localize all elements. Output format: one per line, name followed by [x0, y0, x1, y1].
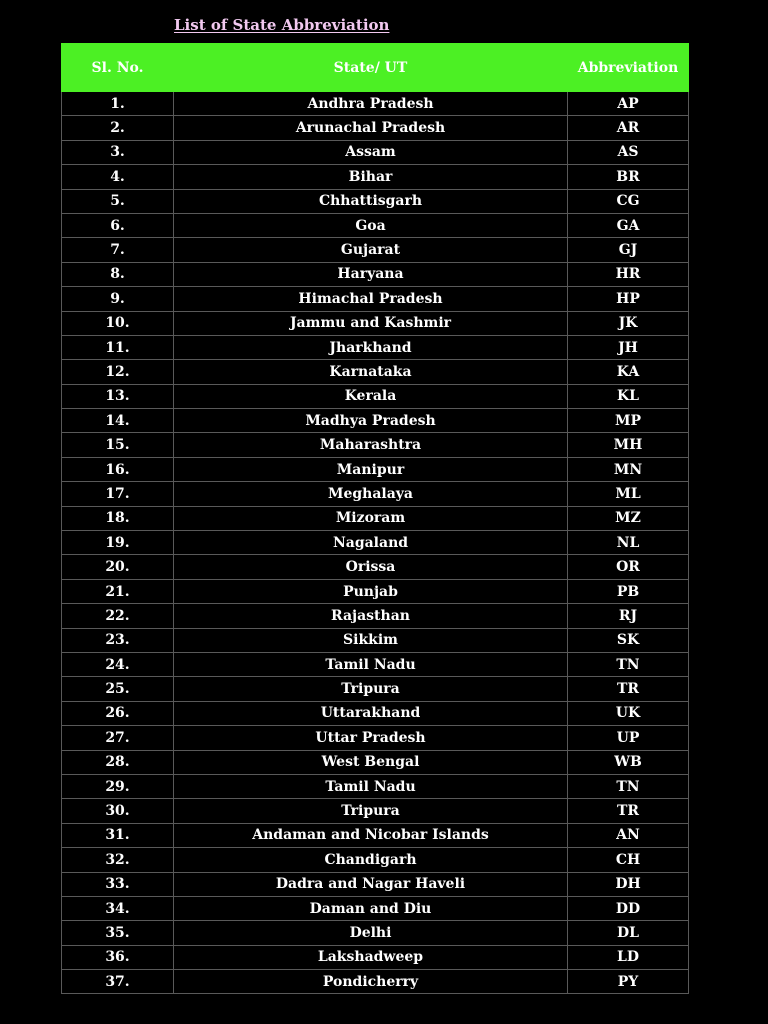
header-sl-no: Sl. No. [62, 44, 174, 92]
cell-abbreviation: OR [568, 555, 689, 579]
cell-abbreviation: UP [568, 726, 689, 750]
cell-abbreviation: MN [568, 457, 689, 481]
cell-sl-no: 35. [62, 921, 174, 945]
cell-state: Arunachal Pradesh [174, 116, 568, 140]
cell-state: Tamil Nadu [174, 652, 568, 676]
cell-state: Nagaland [174, 531, 568, 555]
table-row [62, 165, 689, 189]
table-row [62, 628, 689, 652]
cell-sl-no: 21. [62, 579, 174, 603]
table-row [62, 774, 689, 798]
cell-state: Bihar [174, 165, 568, 189]
cell-abbreviation: ML [568, 482, 689, 506]
cell-abbreviation: JK [568, 311, 689, 335]
cell-state: Rajasthan [174, 604, 568, 628]
cell-abbreviation: MZ [568, 506, 689, 530]
cell-state: Assam [174, 140, 568, 164]
cell-sl-no: 8. [62, 262, 174, 286]
table-row [62, 506, 689, 530]
cell-sl-no: 3. [62, 140, 174, 164]
cell-state: Andhra Pradesh [174, 92, 568, 116]
table-row [62, 311, 689, 335]
cell-sl-no: 9. [62, 287, 174, 311]
table-row [62, 604, 689, 628]
cell-sl-no: 11. [62, 335, 174, 359]
table-row [62, 872, 689, 896]
cell-abbreviation: PY [568, 970, 689, 994]
cell-abbreviation: AN [568, 823, 689, 847]
cell-sl-no: 15. [62, 433, 174, 457]
cell-sl-no: 25. [62, 677, 174, 701]
cell-sl-no: 14. [62, 409, 174, 433]
table-row [62, 433, 689, 457]
table-row [62, 409, 689, 433]
table-row [62, 970, 689, 994]
cell-state: Pondicherry [174, 970, 568, 994]
table-row [62, 555, 689, 579]
cell-abbreviation: GJ [568, 238, 689, 262]
header-abbreviation: Abbreviation [568, 44, 689, 92]
cell-sl-no: 7. [62, 238, 174, 262]
cell-state: Tripura [174, 677, 568, 701]
cell-state: Andaman and Nicobar Islands [174, 823, 568, 847]
cell-abbreviation: LD [568, 945, 689, 969]
table-row [62, 848, 689, 872]
cell-state: Manipur [174, 457, 568, 481]
cell-sl-no: 5. [62, 189, 174, 213]
cell-abbreviation: KA [568, 360, 689, 384]
cell-sl-no: 28. [62, 750, 174, 774]
cell-abbreviation: KL [568, 384, 689, 408]
table-row [62, 238, 689, 262]
cell-sl-no: 1. [62, 92, 174, 116]
cell-state: Chandigarh [174, 848, 568, 872]
cell-abbreviation: RJ [568, 604, 689, 628]
table-body [62, 92, 689, 994]
table-header-row [62, 44, 689, 92]
cell-state: Himachal Pradesh [174, 287, 568, 311]
cell-abbreviation: HP [568, 287, 689, 311]
cell-state: Chhattisgarh [174, 189, 568, 213]
cell-abbreviation: AR [568, 116, 689, 140]
table-row [62, 726, 689, 750]
table-row [62, 287, 689, 311]
header-state: State/ UT [174, 44, 568, 92]
cell-state: Tamil Nadu [174, 774, 568, 798]
cell-state: Uttar Pradesh [174, 726, 568, 750]
cell-sl-no: 34. [62, 896, 174, 920]
cell-sl-no: 17. [62, 482, 174, 506]
cell-state: Delhi [174, 921, 568, 945]
cell-abbreviation: DH [568, 872, 689, 896]
cell-state: Dadra and Nagar Haveli [174, 872, 568, 896]
cell-abbreviation: DD [568, 896, 689, 920]
cell-abbreviation: TN [568, 774, 689, 798]
cell-sl-no: 13. [62, 384, 174, 408]
cell-sl-no: 10. [62, 311, 174, 335]
table-row [62, 799, 689, 823]
table-row [62, 140, 689, 164]
cell-abbreviation: SK [568, 628, 689, 652]
cell-sl-no: 18. [62, 506, 174, 530]
cell-sl-no: 29. [62, 774, 174, 798]
table-row [62, 213, 689, 237]
cell-state: Goa [174, 213, 568, 237]
table-row [62, 116, 689, 140]
cell-abbreviation: MH [568, 433, 689, 457]
table-row [62, 92, 689, 116]
table-row [62, 652, 689, 676]
cell-abbreviation: WB [568, 750, 689, 774]
cell-state: Tripura [174, 799, 568, 823]
cell-abbreviation: AS [568, 140, 689, 164]
cell-state: Mizoram [174, 506, 568, 530]
cell-state: Orissa [174, 555, 568, 579]
cell-abbreviation: NL [568, 531, 689, 555]
cell-abbreviation: AP [568, 92, 689, 116]
cell-state: Haryana [174, 262, 568, 286]
cell-state: Kerala [174, 384, 568, 408]
table-row [62, 531, 689, 555]
table-row [62, 896, 689, 920]
cell-sl-no: 16. [62, 457, 174, 481]
cell-state: Sikkim [174, 628, 568, 652]
cell-sl-no: 19. [62, 531, 174, 555]
cell-abbreviation: GA [568, 213, 689, 237]
table-row [62, 823, 689, 847]
table-row [62, 701, 689, 725]
cell-sl-no: 22. [62, 604, 174, 628]
cell-abbreviation: DL [568, 921, 689, 945]
cell-state: Daman and Diu [174, 896, 568, 920]
table-row [62, 189, 689, 213]
table-row [62, 262, 689, 286]
cell-abbreviation: TR [568, 677, 689, 701]
cell-state: West Bengal [174, 750, 568, 774]
cell-state: Maharashtra [174, 433, 568, 457]
cell-sl-no: 27. [62, 726, 174, 750]
cell-state: Karnataka [174, 360, 568, 384]
table-row [62, 750, 689, 774]
cell-sl-no: 31. [62, 823, 174, 847]
cell-sl-no: 36. [62, 945, 174, 969]
cell-state: Punjab [174, 579, 568, 603]
cell-state: Jammu and Kashmir [174, 311, 568, 335]
cell-abbreviation: JH [568, 335, 689, 359]
cell-abbreviation: HR [568, 262, 689, 286]
cell-abbreviation: CH [568, 848, 689, 872]
table-row [62, 945, 689, 969]
cell-sl-no: 12. [62, 360, 174, 384]
cell-sl-no: 23. [62, 628, 174, 652]
abbreviation-table [61, 43, 689, 994]
cell-abbreviation: MP [568, 409, 689, 433]
cell-state: Gujarat [174, 238, 568, 262]
table-row [62, 579, 689, 603]
cell-sl-no: 4. [62, 165, 174, 189]
cell-abbreviation: BR [568, 165, 689, 189]
cell-sl-no: 2. [62, 116, 174, 140]
table-row [62, 677, 689, 701]
table-row [62, 360, 689, 384]
cell-sl-no: 26. [62, 701, 174, 725]
cell-sl-no: 37. [62, 970, 174, 994]
cell-sl-no: 24. [62, 652, 174, 676]
table-row [62, 921, 689, 945]
cell-state: Madhya Pradesh [174, 409, 568, 433]
cell-state: Lakshadweep [174, 945, 568, 969]
cell-abbreviation: TR [568, 799, 689, 823]
page-title: List of State Abbreviation [174, 16, 390, 34]
cell-state: Uttarakhand [174, 701, 568, 725]
cell-sl-no: 20. [62, 555, 174, 579]
cell-sl-no: 6. [62, 213, 174, 237]
cell-sl-no: 33. [62, 872, 174, 896]
cell-state: Meghalaya [174, 482, 568, 506]
cell-sl-no: 30. [62, 799, 174, 823]
cell-abbreviation: UK [568, 701, 689, 725]
cell-abbreviation: CG [568, 189, 689, 213]
cell-abbreviation: PB [568, 579, 689, 603]
table-row [62, 384, 689, 408]
cell-sl-no: 32. [62, 848, 174, 872]
cell-abbreviation: TN [568, 652, 689, 676]
table-row [62, 482, 689, 506]
cell-state: Jharkhand [174, 335, 568, 359]
table-row [62, 335, 689, 359]
table-row [62, 457, 689, 481]
